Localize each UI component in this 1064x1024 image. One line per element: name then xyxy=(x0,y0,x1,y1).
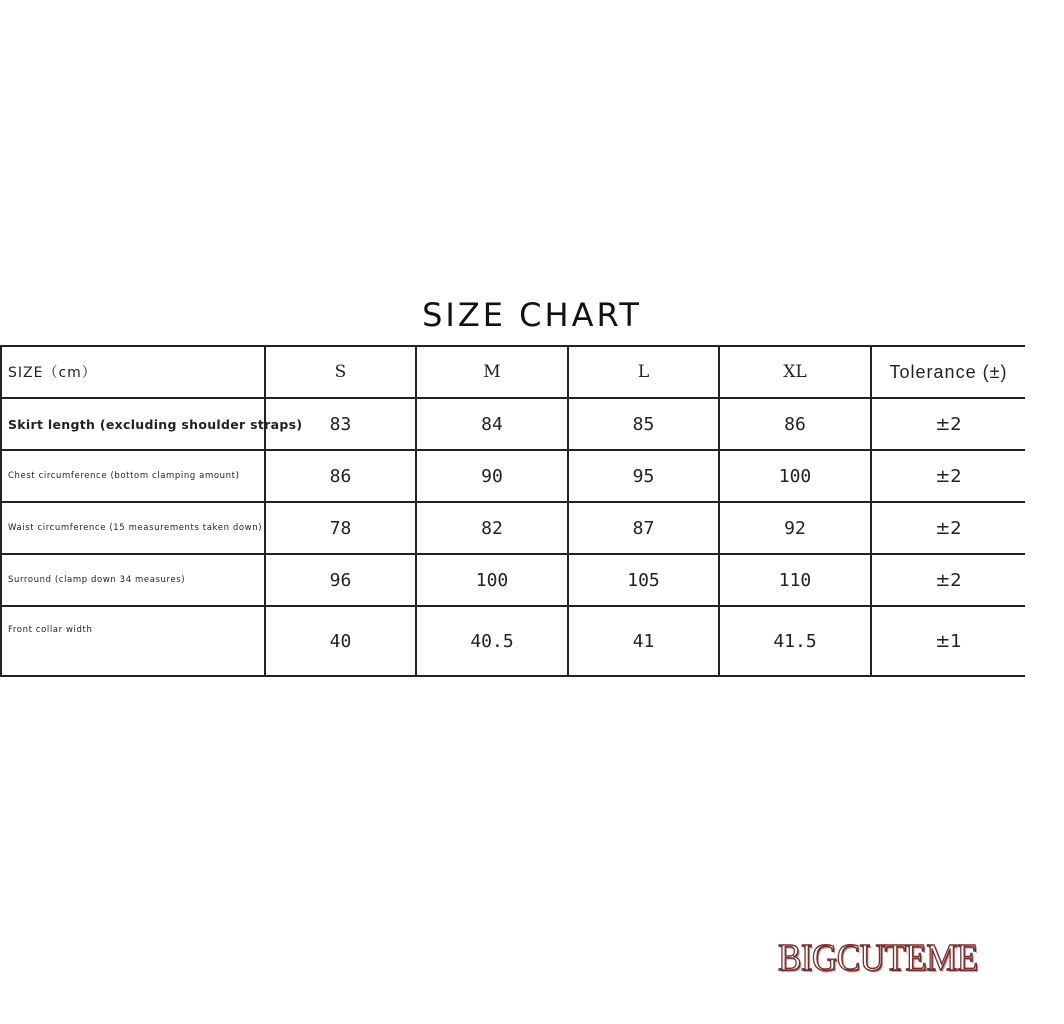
cell-value: 110 xyxy=(719,554,871,606)
table-row xyxy=(1,398,1025,450)
size-table xyxy=(0,345,1025,677)
cell-value: 84 xyxy=(416,398,568,450)
cell-value: 92 xyxy=(719,502,871,554)
cell-value: 87 xyxy=(568,502,719,554)
row-label-skirt-length: Skirt length (excluding shoulder straps) xyxy=(1,398,265,450)
row-label-chest: Chest circumference (bottom clamping amount) xyxy=(1,450,265,502)
cell-value: 41.5 xyxy=(719,606,871,676)
cell-value: 95 xyxy=(568,450,719,502)
cell-value: 40 xyxy=(265,606,416,676)
cell-value: 85 xyxy=(568,398,719,450)
cell-value: 86 xyxy=(719,398,871,450)
cell-value: 105 xyxy=(568,554,719,606)
cell-value: 100 xyxy=(416,554,568,606)
row-label-surround: Surround (clamp down 34 measures) xyxy=(1,554,265,606)
cell-value: 78 xyxy=(265,502,416,554)
cell-value: 40.5 xyxy=(416,606,568,676)
cell-tolerance: ±1 xyxy=(871,606,1025,676)
header-size-s: S xyxy=(265,346,416,398)
cell-value: 83 xyxy=(265,398,416,450)
header-size-l: L xyxy=(568,346,719,398)
cell-tolerance: ±2 xyxy=(871,502,1025,554)
cell-tolerance: ±2 xyxy=(871,398,1025,450)
header-tolerance: Tolerance (±) xyxy=(871,346,1025,398)
chart-title: SIZE CHART xyxy=(422,296,642,334)
cell-value: 41 xyxy=(568,606,719,676)
header-size-m: M xyxy=(416,346,568,398)
cell-tolerance: ±2 xyxy=(871,450,1025,502)
cell-value: 90 xyxy=(416,450,568,502)
table-row xyxy=(1,450,1025,502)
table-row xyxy=(1,502,1025,554)
cell-tolerance: ±2 xyxy=(871,554,1025,606)
header-size-unit: SIZE（cm） xyxy=(1,346,265,398)
table-row xyxy=(1,606,1025,676)
cell-value: 82 xyxy=(416,502,568,554)
table-header-row xyxy=(1,346,1025,398)
table-row xyxy=(1,554,1025,606)
brand-logo: BIGCUTEME xyxy=(778,937,978,979)
cell-value: 86 xyxy=(265,450,416,502)
cell-value: 100 xyxy=(719,450,871,502)
cell-value: 96 xyxy=(265,554,416,606)
row-label-waist: Waist circumference (15 measurements taken down) xyxy=(1,502,265,554)
row-label-collar: Front collar width xyxy=(1,606,265,676)
header-size-xl: XL xyxy=(719,346,871,398)
